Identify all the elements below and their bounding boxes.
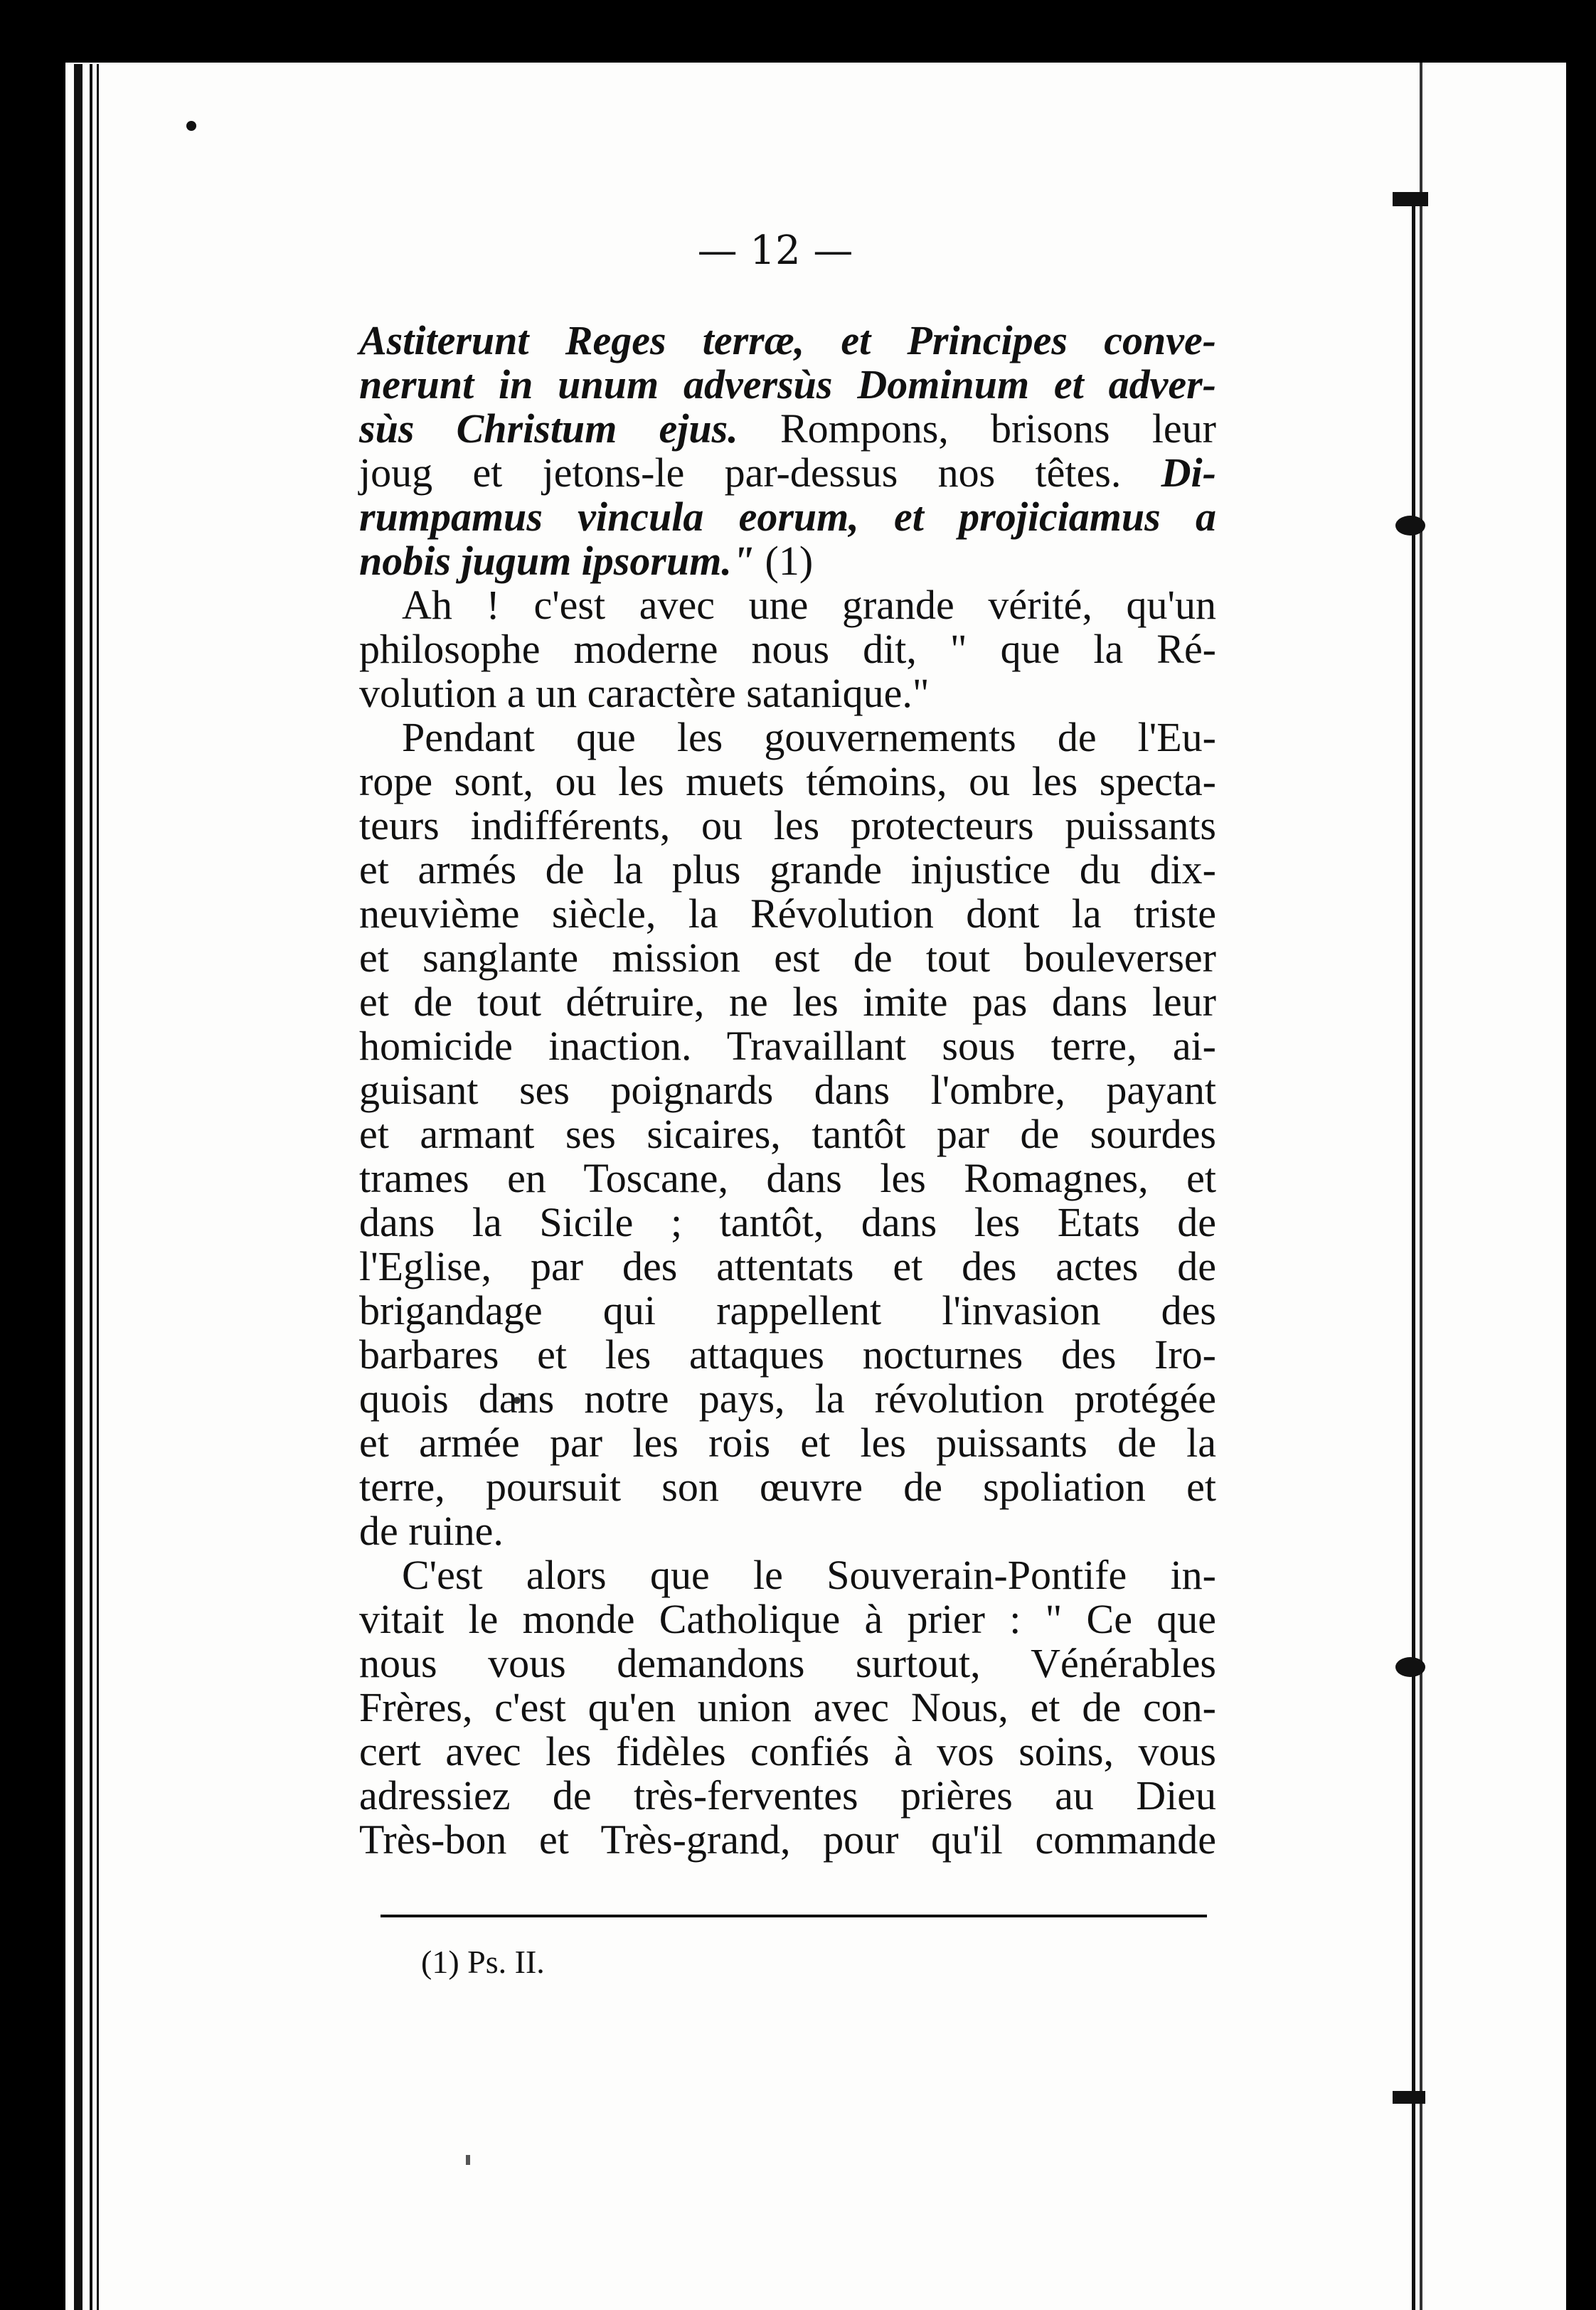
text-line	[359, 671, 1216, 715]
footnote: (1) Ps. II.	[421, 1944, 545, 1980]
latin-quote: nerunt in unum adversùs Dominum et adver-	[359, 361, 1216, 408]
footnote-rule	[381, 1915, 1207, 1917]
text-segment: et armés de la plus grande injustice du dix-	[359, 846, 1216, 893]
text-line	[359, 1112, 1216, 1156]
text-line	[359, 539, 1216, 583]
text-line	[359, 1465, 1216, 1509]
binding-mark	[1395, 1657, 1425, 1677]
text-line	[359, 1245, 1216, 1289]
text-line	[359, 583, 1216, 627]
latin-quote: sùs Christum ejus.	[359, 405, 738, 452]
text-segment: trames en Toscane, dans les Romagnes, et	[359, 1155, 1216, 1201]
text-line	[359, 1024, 1216, 1068]
text-segment: philosophe moderne nous dit, " que la Ré-	[359, 626, 1216, 672]
text-line	[359, 1641, 1216, 1686]
text-line	[359, 715, 1216, 760]
text-segment: et armée par les rois et les puissants de la	[359, 1420, 1216, 1466]
binding-mark	[1395, 516, 1425, 536]
latin-quote: nobis jugum ipsorum."	[359, 538, 755, 584]
latin-quote: Di-	[1161, 449, 1216, 496]
text-segment: C'est alors que le Souverain-Pontife in-	[402, 1552, 1216, 1598]
text-segment: volution a un caractère satanique."	[359, 670, 930, 716]
text-segment: Très-bon et Très-grand, pour qu'il commande	[359, 1816, 1216, 1863]
text-segment: rope sont, ou les muets témoins, ou les specta-	[359, 758, 1216, 804]
text-line	[359, 1774, 1216, 1818]
text-segment: quois dans notre pays, la révolution protégée	[359, 1375, 1216, 1422]
latin-quote: rumpamus vincula eorum, et projiciamus a	[359, 494, 1216, 540]
text-segment: guisant ses poignards dans l'ombre, payant	[359, 1067, 1216, 1113]
page-edge-left-inner	[90, 64, 92, 2310]
text-line	[359, 451, 1216, 495]
text-line	[359, 804, 1216, 848]
text-segment: dans la Sicile ; tantôt, dans les Etats de	[359, 1199, 1216, 1245]
body-text	[359, 319, 1216, 1862]
text-segment: et de tout détruire, ne les imite pas dans leur	[359, 979, 1216, 1025]
text-line	[359, 1201, 1216, 1245]
text-line	[359, 1730, 1216, 1774]
text-line	[359, 363, 1216, 407]
binding-mark	[1393, 192, 1428, 206]
text-line	[359, 1686, 1216, 1730]
text-line	[359, 1377, 1216, 1421]
text-segment: et sanglante mission est de tout bouleverser	[359, 935, 1216, 981]
text-line	[359, 848, 1216, 892]
text-line	[359, 980, 1216, 1024]
text-segment: Frères, c'est qu'en union avec Nous, et de con-	[359, 1684, 1216, 1730]
text-line	[359, 1553, 1216, 1597]
text-line	[359, 936, 1216, 980]
text-segment: adressiez de très-ferventes prières au Dieu	[359, 1772, 1216, 1819]
text-segment: barbares et les attaques nocturnes des Iro-	[359, 1331, 1216, 1378]
text-segment: joug et jetons-le par-dessus nos têtes.	[359, 449, 1161, 496]
text-segment: de ruine.	[359, 1508, 504, 1554]
text-segment: cert avec les fidèles confiés à vos soins, vous	[359, 1728, 1216, 1774]
text-segment: teurs indifférents, ou les protecteurs puissants	[359, 802, 1216, 848]
text-segment: Rompons, brisons leur	[738, 405, 1216, 452]
text-segment: terre, poursuit son œuvre de spoliation et	[359, 1464, 1216, 1510]
text-line	[359, 1068, 1216, 1112]
text-line	[359, 892, 1216, 936]
text-segment: Ah ! c'est avec une grande vérité, qu'un	[402, 582, 1216, 628]
text-line	[359, 1421, 1216, 1465]
text-line	[359, 1156, 1216, 1201]
page-edge-right-outer	[1420, 63, 1422, 2310]
latin-quote: Astiterunt Reges terræ, et Principes conve-	[359, 317, 1216, 363]
text-line	[359, 319, 1216, 363]
text-segment: et armant ses sicaires, tantôt par de sourdes	[359, 1111, 1216, 1157]
text-line	[359, 495, 1216, 539]
text-line	[359, 1289, 1216, 1333]
text-line	[359, 1509, 1216, 1553]
text-line	[359, 1597, 1216, 1641]
page-number: — 12 —	[697, 228, 853, 274]
page-edge-left	[74, 64, 83, 2310]
text-segment: Pendant que les gouvernements de l'Eu-	[402, 714, 1216, 760]
text-line	[359, 407, 1216, 451]
text-segment: vitait le monde Catholique à prier : " Ce que	[359, 1596, 1216, 1642]
text-segment: l'Eglise, par des attentats et des actes de	[359, 1243, 1216, 1289]
text-segment: (1)	[755, 538, 814, 584]
text-line	[359, 1818, 1216, 1862]
ink-speck	[466, 2155, 470, 2165]
text-segment: nous vous demandons surtout, Vénérables	[359, 1640, 1216, 1686]
ink-dot	[186, 121, 196, 131]
page-edge-right	[1412, 192, 1415, 2310]
text-line	[359, 1333, 1216, 1377]
text-segment: homicide inaction. Travaillant sous terre, ai-	[359, 1023, 1216, 1069]
text-segment: neuvième siècle, la Révolution dont la triste	[359, 890, 1216, 937]
text-line	[359, 760, 1216, 804]
text-line	[359, 627, 1216, 671]
text-segment: brigandage qui rappellent l'invasion des	[359, 1287, 1216, 1334]
page-edge-left-inner-2	[97, 64, 99, 2310]
binding-mark	[1393, 2091, 1425, 2104]
